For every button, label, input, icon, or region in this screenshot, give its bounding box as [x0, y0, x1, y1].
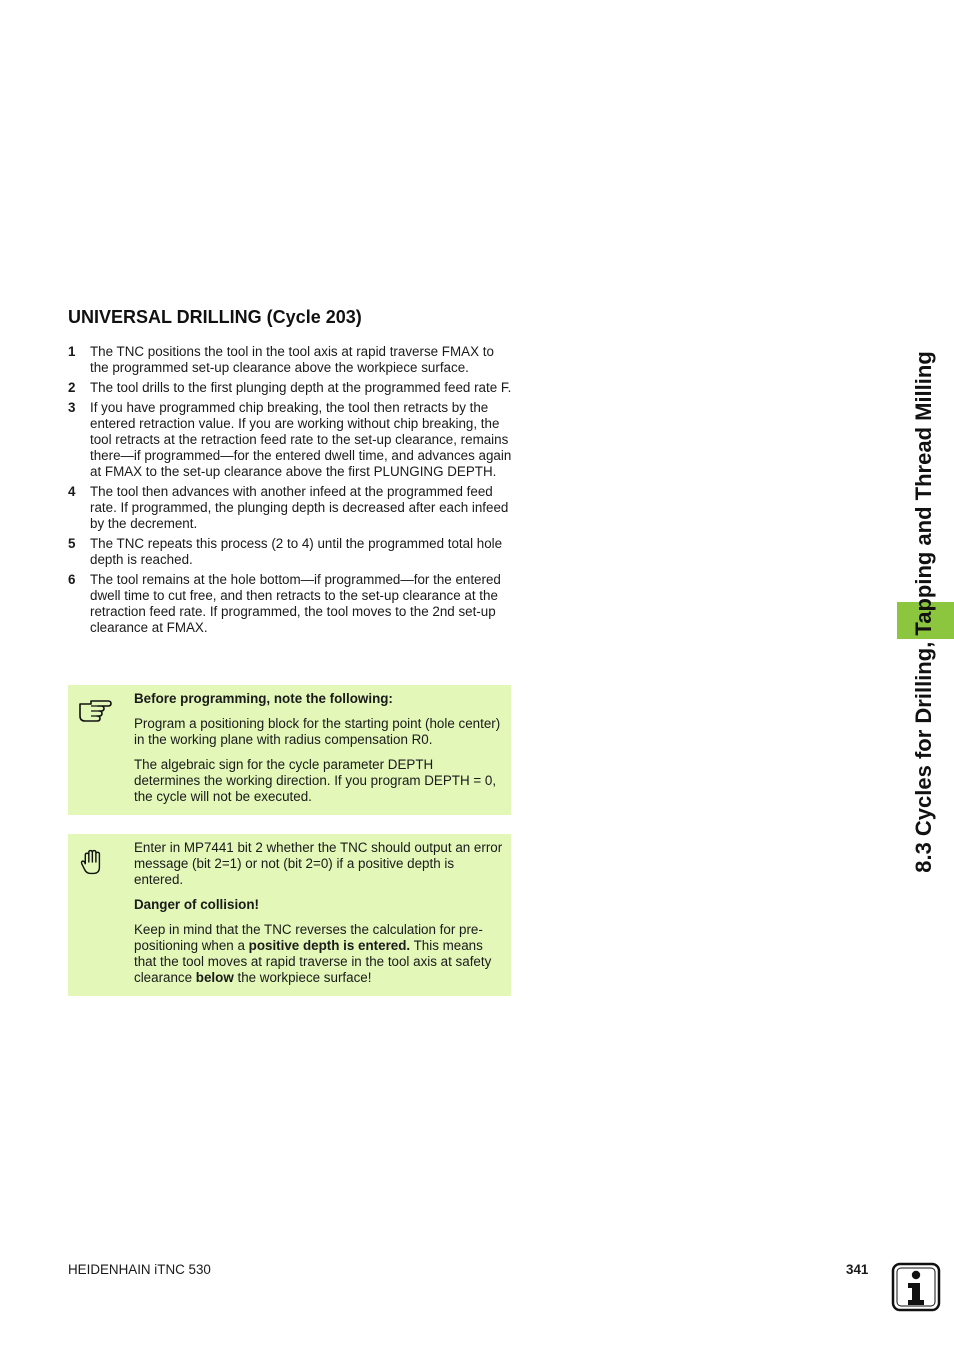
step-text: The TNC repeats this process (2 to 4) until the programmed total hole depth is reached. [90, 536, 503, 567]
step-text: The tool drills to the first plunging depth at the programmed feed rate F. [90, 380, 512, 395]
list-item [68, 380, 513, 396]
note-paragraph: The algebraic sign for the cycle parameter DEPTH determines the working direction. If you program DEPTH = 0, the cycle will not be executed. [134, 757, 497, 804]
text-run-bold: below [195, 970, 234, 985]
step-number: 6 [68, 572, 76, 587]
warning-note-box [68, 834, 511, 996]
step-number: 5 [68, 536, 76, 551]
note-paragraph [134, 922, 503, 986]
list-item [68, 536, 513, 568]
info-icon [891, 1262, 941, 1312]
list-item [68, 572, 513, 636]
section-heading: UNIVERSAL DRILLING (Cycle 203) [68, 307, 362, 327]
note-title: Before programming, note the following: [134, 691, 393, 706]
text-run: This means that the tool moves at rapid traverse in the tool axis at safety clearance [134, 938, 492, 985]
step-number: 2 [68, 380, 76, 395]
text-run: Keep in mind that the TNC reverses the calculation for pre-positioning when a [134, 922, 483, 953]
step-number: 4 [68, 484, 76, 499]
step-text: The tool then advances with another infeed at the programmed feed rate. If programmed, the plunging depth is decreased after each infeed by the decrement. [90, 484, 509, 531]
note-paragraph: Program a positioning block for the starting point (hole center) in the working plane with radius compensation R0. [134, 716, 501, 747]
page-number: 341 [846, 1262, 869, 1277]
note-title: Danger of collision! [134, 897, 259, 912]
chapter-sidebar-title: 8.3 Cycles for Drilling, Tapping and Thread Milling [911, 351, 936, 873]
steps-list [68, 344, 513, 640]
step-text: The tool remains at the hole bottom—if programmed—for the entered dwell time to cut free, and then retracts to the set-up clearance at the retraction feed rate. If programmed, the tool moves to the 2nd set-up clearance at FMAX. [90, 572, 501, 635]
note-paragraph: Enter in MP7441 bit 2 whether the TNC should output an error message (bit 2=1) or not (bit 2=0) if a positive depth is entered. [134, 840, 503, 887]
raised-hand-warning-icon [80, 844, 110, 880]
text-run-bold: positive depth is entered. [248, 938, 411, 953]
step-text: The TNC positions the tool in the tool axis at rapid traverse FMAX to the programmed set-up clearance above the workpiece surface. [90, 344, 494, 375]
text-run: the workpiece surface! [233, 970, 372, 985]
list-item [68, 344, 513, 376]
list-item [68, 400, 513, 480]
programming-note-box [68, 685, 511, 815]
pointing-hand-icon [78, 695, 112, 723]
step-number: 1 [68, 344, 76, 359]
footer-product: HEIDENHAIN iTNC 530 [68, 1262, 211, 1277]
list-item [68, 484, 513, 532]
step-number: 3 [68, 400, 76, 415]
step-text: If you have programmed chip breaking, the tool then retracts by the entered retraction value. If you are working without chip breaking, the tool retracts at the retraction feed rate to the set-up clearance, remains there—if programmed—for the entered dwell time, and advances again at FMAX to the set-up clearance above the first PLUNGING DEPTH. [90, 400, 512, 479]
